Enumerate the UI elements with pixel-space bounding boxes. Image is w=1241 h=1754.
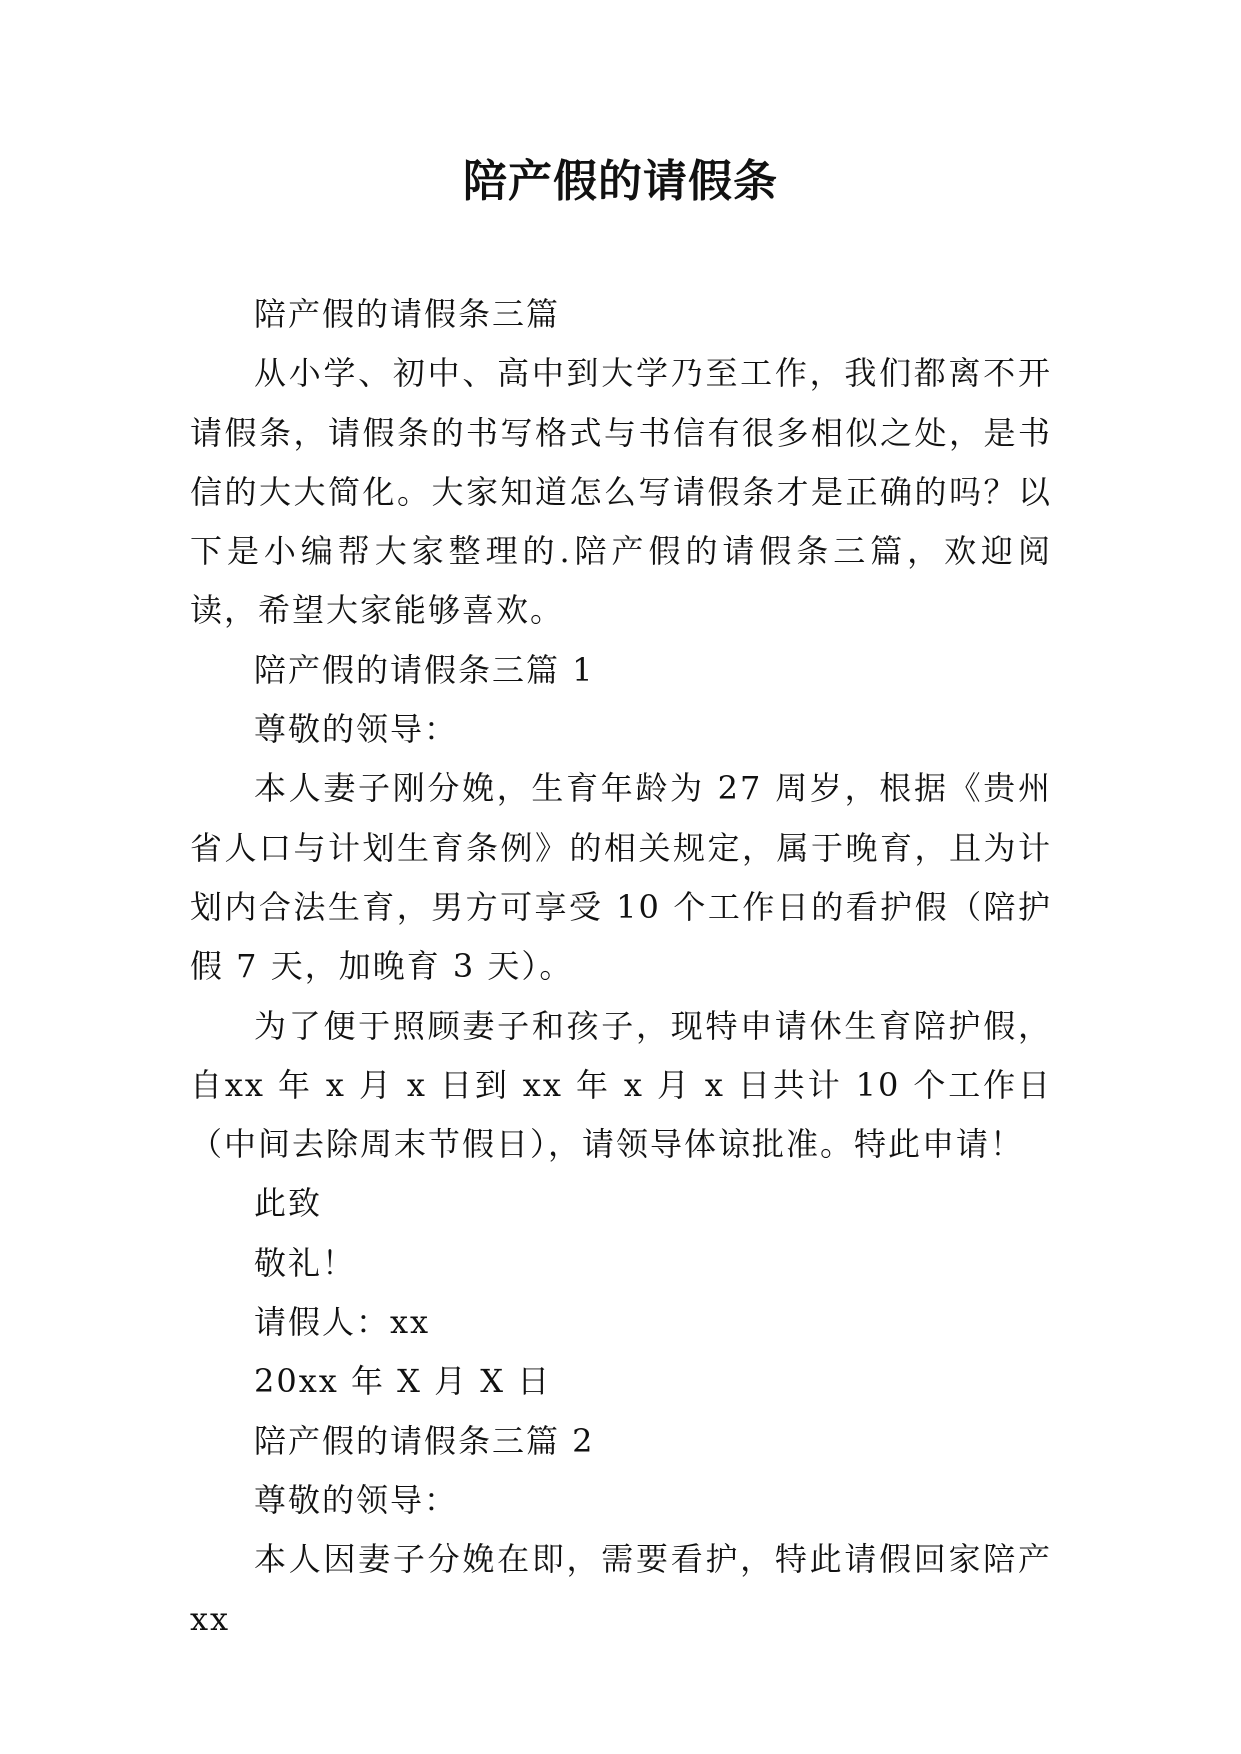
paragraph-closing-2: 敬礼！ (254, 1243, 357, 1282)
paragraph-applicant: 请假人：xx (254, 1303, 431, 1342)
paragraph-intro: 从小学、初中、高中到大学乃至工作，我们都离不开请假条，请假条的书写格式与书信有很多相似之处，是书信的大大简化。大家知道怎么写请假条才是正确的吗？以下是小编帮大家整理的.陪产假的请假条三篇，欢迎阅读，希望大家能够喜欢。 (190, 354, 1052, 630)
paragraph-section-2-heading: 陪产假的请假条三篇 2 (254, 1421, 595, 1460)
document-body (190, 285, 1052, 1649)
paragraph-request: 为了便于照顾妻子和孩子，现特申请休生育陪护假，自xx 年 x 月 x 日到 xx 年 x 月 x 日共计 10 个工作日（中间去除周末节假日），请领导体谅批准。特此申请！ (190, 1006, 1052, 1164)
paragraph-date: 20xx 年 X 月 X 日 (254, 1362, 552, 1401)
paragraph-reason-2: 本人因妻子分娩在即，需要看护，特此请假回家陪产 xx (190, 1540, 1052, 1638)
document-title: 陪产假的请假条 (463, 156, 778, 207)
paragraph-reason: 本人妻子刚分娩，生育年龄为 27 周岁，根据《贵州省人口与计划生育条例》的相关规定，属于晚育，且为计划内合法生育，男方可享受 10 个工作日的看护假（陪护假 7 天，加晚育 3 天）。 (190, 769, 1052, 986)
paragraph-intro-heading: 陪产假的请假条三篇 (254, 295, 561, 333)
paragraph-salutation-2: 尊敬的领导： (254, 1480, 459, 1519)
paragraph-closing-1: 此致 (254, 1184, 323, 1223)
paragraph-section-1-heading: 陪产假的请假条三篇 1 (254, 650, 595, 689)
paragraph-salutation: 尊敬的领导： (254, 710, 459, 749)
